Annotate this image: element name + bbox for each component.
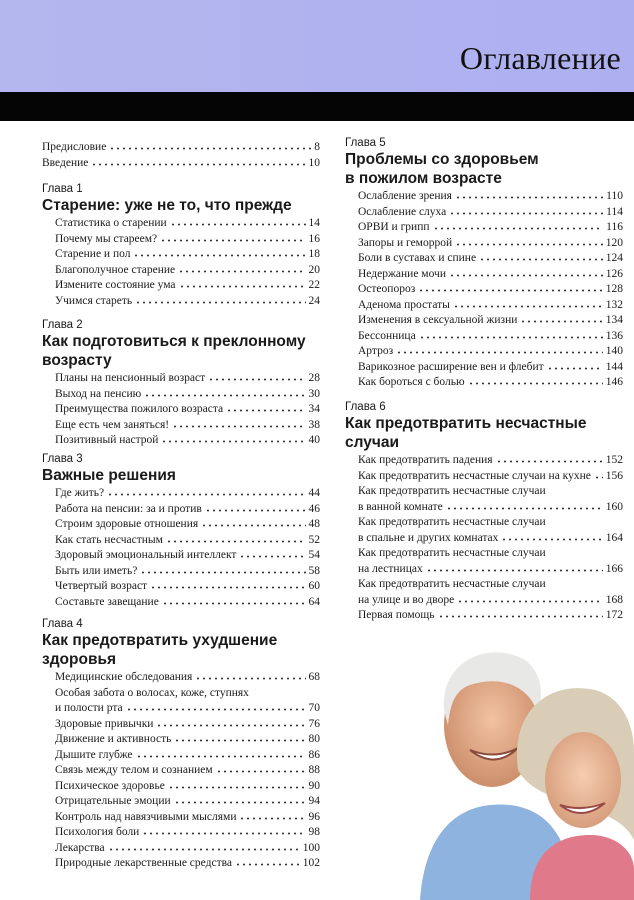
entry-title-line xyxy=(345,515,623,531)
page-number: 136 xyxy=(605,329,623,342)
toc-entry[interactable] xyxy=(42,418,320,434)
dot-leader xyxy=(174,801,306,804)
entry-title: Варикозное расширение вен и флебит xyxy=(358,360,544,373)
entry-title: Движение и активность xyxy=(55,733,172,745)
page-number: 16 xyxy=(308,232,320,245)
page-number: 10 xyxy=(308,156,320,169)
dot-leader xyxy=(133,254,305,257)
dot-leader xyxy=(170,223,306,226)
dot-leader xyxy=(172,425,305,428)
dot-leader xyxy=(455,196,603,199)
toc-entry[interactable] xyxy=(42,856,320,872)
entry-title: Природные лекарственные средства xyxy=(55,857,232,869)
entry-title: Психология боли xyxy=(55,826,140,838)
page-number: 20 xyxy=(308,263,320,276)
dot-leader xyxy=(520,320,602,323)
entry-title: Планы на пенсионный возраст xyxy=(55,372,206,384)
entry-title: Бессонница xyxy=(358,329,416,342)
entry-title-continued: на улице и во дворе xyxy=(358,593,455,606)
entry-continuation xyxy=(345,593,623,609)
entry-title: Работа на пенсии: за и против xyxy=(55,502,202,515)
dot-leader xyxy=(453,305,603,308)
dot-leader xyxy=(144,394,305,397)
toc-entry[interactable] xyxy=(345,205,623,221)
entry-title: Где жить? xyxy=(55,487,105,499)
toc-entry[interactable] xyxy=(42,140,320,156)
toc-entry[interactable] xyxy=(345,189,623,205)
entry-title: Как предотвратить несчастные случаи xyxy=(358,547,546,559)
entry-title: Почему мы стареем? xyxy=(55,232,158,245)
toc-entry[interactable] xyxy=(345,344,623,360)
chapter-title[interactable]: в пожилом возрасте xyxy=(345,170,502,187)
dot-leader xyxy=(501,538,602,541)
entry-title: Связь между телом и сознанием xyxy=(55,764,213,776)
page-number: 70 xyxy=(308,702,320,714)
entry-title: Учимся стареть xyxy=(55,294,133,307)
entry-title: Быть или иметь? xyxy=(55,564,138,577)
page-number: 58 xyxy=(308,564,320,577)
entry-title-continued: на лестницах xyxy=(358,562,423,575)
dot-leader xyxy=(594,476,603,479)
toc-entry[interactable] xyxy=(345,298,623,314)
page-number: 98 xyxy=(308,826,320,838)
entry-title: Изменения в сексуальной жизни xyxy=(358,314,518,326)
page-number: 14 xyxy=(308,217,320,229)
entry-title: Благополучное старение xyxy=(55,263,176,276)
dot-leader xyxy=(150,586,305,589)
dot-leader xyxy=(156,724,305,727)
toc-entry[interactable] xyxy=(42,371,320,387)
dot-leader xyxy=(160,239,305,242)
dot-leader xyxy=(195,677,305,680)
page-number: 8 xyxy=(314,141,320,153)
entry-continuation xyxy=(345,531,623,547)
entry-title: Введение xyxy=(42,156,89,169)
dot-leader xyxy=(91,163,305,166)
page-number: 88 xyxy=(308,764,320,776)
toc-entry[interactable] xyxy=(345,484,623,515)
toc-entry[interactable] xyxy=(345,313,623,329)
entry-title: Артроз xyxy=(358,345,394,357)
page-number: 76 xyxy=(308,717,320,730)
page-number: 22 xyxy=(308,279,320,291)
toc-entry[interactable] xyxy=(345,282,623,298)
page-number: 68 xyxy=(308,671,320,683)
toc-entry[interactable] xyxy=(42,717,320,733)
toc-entry[interactable] xyxy=(345,375,623,391)
dot-leader xyxy=(135,301,305,304)
page-number: 124 xyxy=(605,252,623,264)
toc-entry[interactable] xyxy=(42,278,320,294)
page-number: 166 xyxy=(605,562,623,575)
entry-title: Как предотвратить несчастные случаи на кухне xyxy=(358,469,591,482)
toc-entry[interactable] xyxy=(42,825,320,841)
page-number: 44 xyxy=(308,487,320,499)
page-number: 164 xyxy=(605,531,623,544)
chapter-label: Глава 2 xyxy=(42,319,83,331)
dot-leader xyxy=(162,602,306,605)
entry-title: Аденома простаты xyxy=(358,298,450,311)
entry-title: Предисловие xyxy=(42,141,107,153)
entry-title: Здоровый эмоциональный интеллект xyxy=(55,549,237,561)
entry-title-line xyxy=(42,686,320,702)
toc-entry[interactable] xyxy=(345,515,623,546)
dot-leader xyxy=(126,708,306,711)
dot-leader xyxy=(457,600,603,603)
dot-leader xyxy=(239,817,305,820)
chapter-title[interactable]: возрасту xyxy=(42,352,112,369)
toc-entry[interactable] xyxy=(42,156,320,172)
entry-title: Ослабление зрения xyxy=(358,190,452,202)
entry-title: Психическое здоровье xyxy=(55,779,165,792)
entry-title: Как предотвратить несчастные случаи xyxy=(358,516,546,528)
chapter-title[interactable]: Важные решения xyxy=(42,467,176,484)
toc-entry[interactable] xyxy=(42,402,320,418)
page-number: 140 xyxy=(605,345,623,357)
chapter-label: Глава 3 xyxy=(42,453,83,465)
toc-entry[interactable] xyxy=(345,220,623,236)
entry-title: Ослабление слуха xyxy=(358,205,447,218)
entry-title: Преимущества пожилого возраста xyxy=(55,403,224,415)
toc-entry[interactable] xyxy=(42,841,320,857)
chapter-title[interactable]: Как предотвратить ухудшение xyxy=(42,632,278,649)
dot-leader xyxy=(426,569,603,572)
dot-leader xyxy=(449,212,603,215)
page-number: 80 xyxy=(308,733,320,745)
dot-leader xyxy=(239,555,305,558)
chapter-title[interactable]: Как предотвратить несчастные xyxy=(345,415,587,432)
toc-entry[interactable] xyxy=(42,548,320,564)
dot-leader xyxy=(446,507,603,510)
chapter-label: Глава 6 xyxy=(345,401,386,413)
page-number: 94 xyxy=(308,795,320,807)
page-number: 168 xyxy=(605,593,623,606)
dot-leader xyxy=(108,848,300,851)
page-number: 116 xyxy=(606,221,623,233)
entry-title: Позитивный настрой xyxy=(55,434,159,446)
entry-title: Еще есть чем заняться! xyxy=(55,418,170,431)
entry-title-line xyxy=(345,484,623,500)
entry-title: Старение и пол xyxy=(55,248,131,260)
chapter-section xyxy=(345,136,623,391)
dot-leader xyxy=(107,493,305,496)
page-number: 160 xyxy=(605,500,623,513)
entry-title: Как предотвратить несчастные случаи xyxy=(358,578,546,590)
entry-title: Дышите глубже xyxy=(55,748,133,761)
entry-continuation xyxy=(42,701,320,717)
dot-leader xyxy=(216,770,306,773)
toc-entry[interactable] xyxy=(42,232,320,248)
entry-title: Выход на пенсию xyxy=(55,387,142,400)
entry-title-line xyxy=(345,577,623,593)
dot-leader xyxy=(140,571,305,574)
chapter-section xyxy=(345,400,623,624)
page-number: 90 xyxy=(308,779,320,792)
page-number: 120 xyxy=(605,236,623,249)
entry-title-continued: и полости рта xyxy=(55,702,123,714)
page-number: 102 xyxy=(302,857,320,869)
page-number: 110 xyxy=(606,190,623,202)
entry-title: Измените состояние ума xyxy=(55,279,176,291)
entry-title: Недержание мочи xyxy=(358,267,446,280)
page-number: 60 xyxy=(308,580,320,592)
toc-entry[interactable] xyxy=(345,267,623,283)
toc-entry[interactable] xyxy=(345,360,623,376)
entry-title: Строим здоровые отношения xyxy=(55,518,199,530)
page-number: 86 xyxy=(308,748,320,761)
toc-entry[interactable] xyxy=(42,579,320,595)
toc-entry[interactable] xyxy=(42,433,320,449)
page-number: 30 xyxy=(308,387,320,400)
toc-entry[interactable] xyxy=(42,670,320,686)
toc-right-column xyxy=(345,136,623,656)
page-number: 24 xyxy=(308,294,320,307)
toc-entry[interactable] xyxy=(345,453,623,469)
entry-title: ОРВИ и грипп xyxy=(358,221,430,233)
dot-leader xyxy=(174,739,305,742)
chapter-label: Глава 5 xyxy=(345,137,386,149)
page-number: 34 xyxy=(308,403,320,415)
toc-entry[interactable] xyxy=(42,517,320,533)
page-number: 96 xyxy=(308,810,320,823)
page-number: 52 xyxy=(308,533,320,546)
entry-title: Как бороться с болью xyxy=(358,376,465,388)
dot-leader xyxy=(547,367,603,370)
toc-entry[interactable] xyxy=(345,608,623,624)
page-number: 100 xyxy=(302,841,320,854)
chapter-label: Глава 4 xyxy=(42,618,83,630)
page-number: 18 xyxy=(308,248,320,260)
dot-leader xyxy=(179,285,306,288)
dot-leader xyxy=(468,382,603,385)
toc-entry[interactable] xyxy=(42,387,320,403)
entry-title: Статистика о старении xyxy=(55,217,167,229)
dot-leader xyxy=(208,378,305,381)
entry-title: Первая помощь xyxy=(358,609,435,621)
dot-leader xyxy=(396,351,603,354)
toc-entry[interactable] xyxy=(42,794,320,810)
entry-title: Составьте завещание xyxy=(55,595,159,608)
dot-leader xyxy=(418,289,603,292)
page-number: 152 xyxy=(605,454,623,466)
dot-leader xyxy=(168,786,306,789)
chapter-title[interactable]: случаи xyxy=(345,434,400,451)
toc-entry[interactable] xyxy=(42,748,320,764)
chapter-title[interactable]: Проблемы со здоровьем xyxy=(345,151,539,168)
toc-entry[interactable] xyxy=(42,732,320,748)
toc-entry[interactable] xyxy=(42,564,320,580)
page-number: 132 xyxy=(605,298,623,311)
header-dark-band xyxy=(0,92,634,121)
chapter-title[interactable]: здоровья xyxy=(42,651,117,668)
chapter-title[interactable]: Как подготовиться к преклонному xyxy=(42,333,306,350)
entry-title: Как предотвратить падения xyxy=(358,454,493,466)
toc-entry[interactable] xyxy=(345,329,623,345)
entry-title: Боли в суставах и спине xyxy=(358,252,477,264)
front-matter xyxy=(42,140,320,171)
page-number: 146 xyxy=(605,376,623,388)
toc-entry[interactable] xyxy=(42,763,320,779)
entry-title: Лекарства xyxy=(55,841,105,854)
toc-entry[interactable] xyxy=(42,216,320,232)
page-number: 64 xyxy=(308,595,320,608)
page-number: 46 xyxy=(308,502,320,515)
entry-title: Контроль над навязчивыми мыслями xyxy=(55,810,237,823)
toc-entry[interactable] xyxy=(345,546,623,577)
dot-leader xyxy=(136,755,306,758)
chapter-section xyxy=(42,182,320,309)
entry-title: Четвертый возраст xyxy=(55,580,148,592)
dot-leader xyxy=(419,336,603,339)
dot-leader xyxy=(109,147,311,150)
page-number: 126 xyxy=(605,267,623,280)
dot-leader xyxy=(201,524,305,527)
toc-entry[interactable] xyxy=(345,577,623,608)
entry-title: Как предотвратить несчастные случаи xyxy=(358,485,546,497)
toc-entry[interactable] xyxy=(345,251,623,267)
dot-leader xyxy=(449,274,603,277)
chapter-title[interactable]: Старение: уже не то, что прежде xyxy=(42,197,292,214)
page-number: 144 xyxy=(605,360,623,373)
page-number: 48 xyxy=(308,518,320,530)
dot-leader xyxy=(235,863,300,866)
dot-leader xyxy=(438,615,603,618)
dot-leader xyxy=(496,460,603,463)
page-number: 40 xyxy=(308,434,320,446)
entry-title: Как стать несчастным xyxy=(55,533,163,546)
entry-title: Запоры и геморрой xyxy=(358,236,453,249)
toc-entry[interactable] xyxy=(42,533,320,549)
dot-leader xyxy=(455,243,603,246)
entry-title: Медицинские обследования xyxy=(55,671,193,683)
entry-title: Особая забота о волосах, коже, ступнях xyxy=(55,686,249,699)
entry-title-continued: в спальне и других комнатах xyxy=(358,531,499,544)
chapter-section xyxy=(42,617,320,872)
chapter-section xyxy=(42,452,320,610)
header-banner xyxy=(0,0,634,92)
chapter-label: Глава 1 xyxy=(42,183,83,195)
toc-entry[interactable] xyxy=(42,247,320,263)
page-number: 54 xyxy=(308,549,320,561)
dot-leader xyxy=(178,270,305,273)
page-number: 38 xyxy=(308,418,320,431)
page-title: Оглавление xyxy=(459,40,621,76)
chapter-section xyxy=(42,318,320,449)
entry-title: Здоровые привычки xyxy=(55,717,154,730)
entry-title-continued: в ванной комнате xyxy=(358,500,443,513)
dot-leader xyxy=(161,440,305,443)
toc-entry[interactable] xyxy=(42,779,320,795)
page-number: 28 xyxy=(308,372,320,384)
toc-entry[interactable] xyxy=(345,236,623,252)
page-number: 172 xyxy=(605,609,623,621)
toc-entry[interactable] xyxy=(42,294,320,310)
toc-entry[interactable] xyxy=(42,595,320,611)
dot-leader xyxy=(433,227,604,230)
toc-entry[interactable] xyxy=(42,686,320,717)
entry-title-line xyxy=(345,546,623,562)
toc-entry[interactable] xyxy=(345,469,623,485)
dot-leader xyxy=(479,258,603,261)
toc-entry[interactable] xyxy=(42,502,320,518)
entry-title: Остеопороз xyxy=(358,283,416,295)
toc-entry[interactable] xyxy=(42,810,320,826)
entry-continuation xyxy=(345,500,623,516)
toc-entry[interactable] xyxy=(42,263,320,279)
dot-leader xyxy=(205,509,306,512)
toc-left-column xyxy=(42,140,320,880)
page-number: 156 xyxy=(605,469,623,482)
entry-continuation xyxy=(345,562,623,578)
entry-title: Отрицательные эмоции xyxy=(55,795,171,807)
page-number: 114 xyxy=(606,205,623,218)
dot-leader xyxy=(166,540,306,543)
dot-leader xyxy=(142,832,305,835)
smiling-couple-photo xyxy=(400,640,634,900)
page-number: 134 xyxy=(605,314,623,326)
dot-leader xyxy=(226,409,305,412)
toc-entry[interactable] xyxy=(42,486,320,502)
page-number: 128 xyxy=(605,283,623,295)
